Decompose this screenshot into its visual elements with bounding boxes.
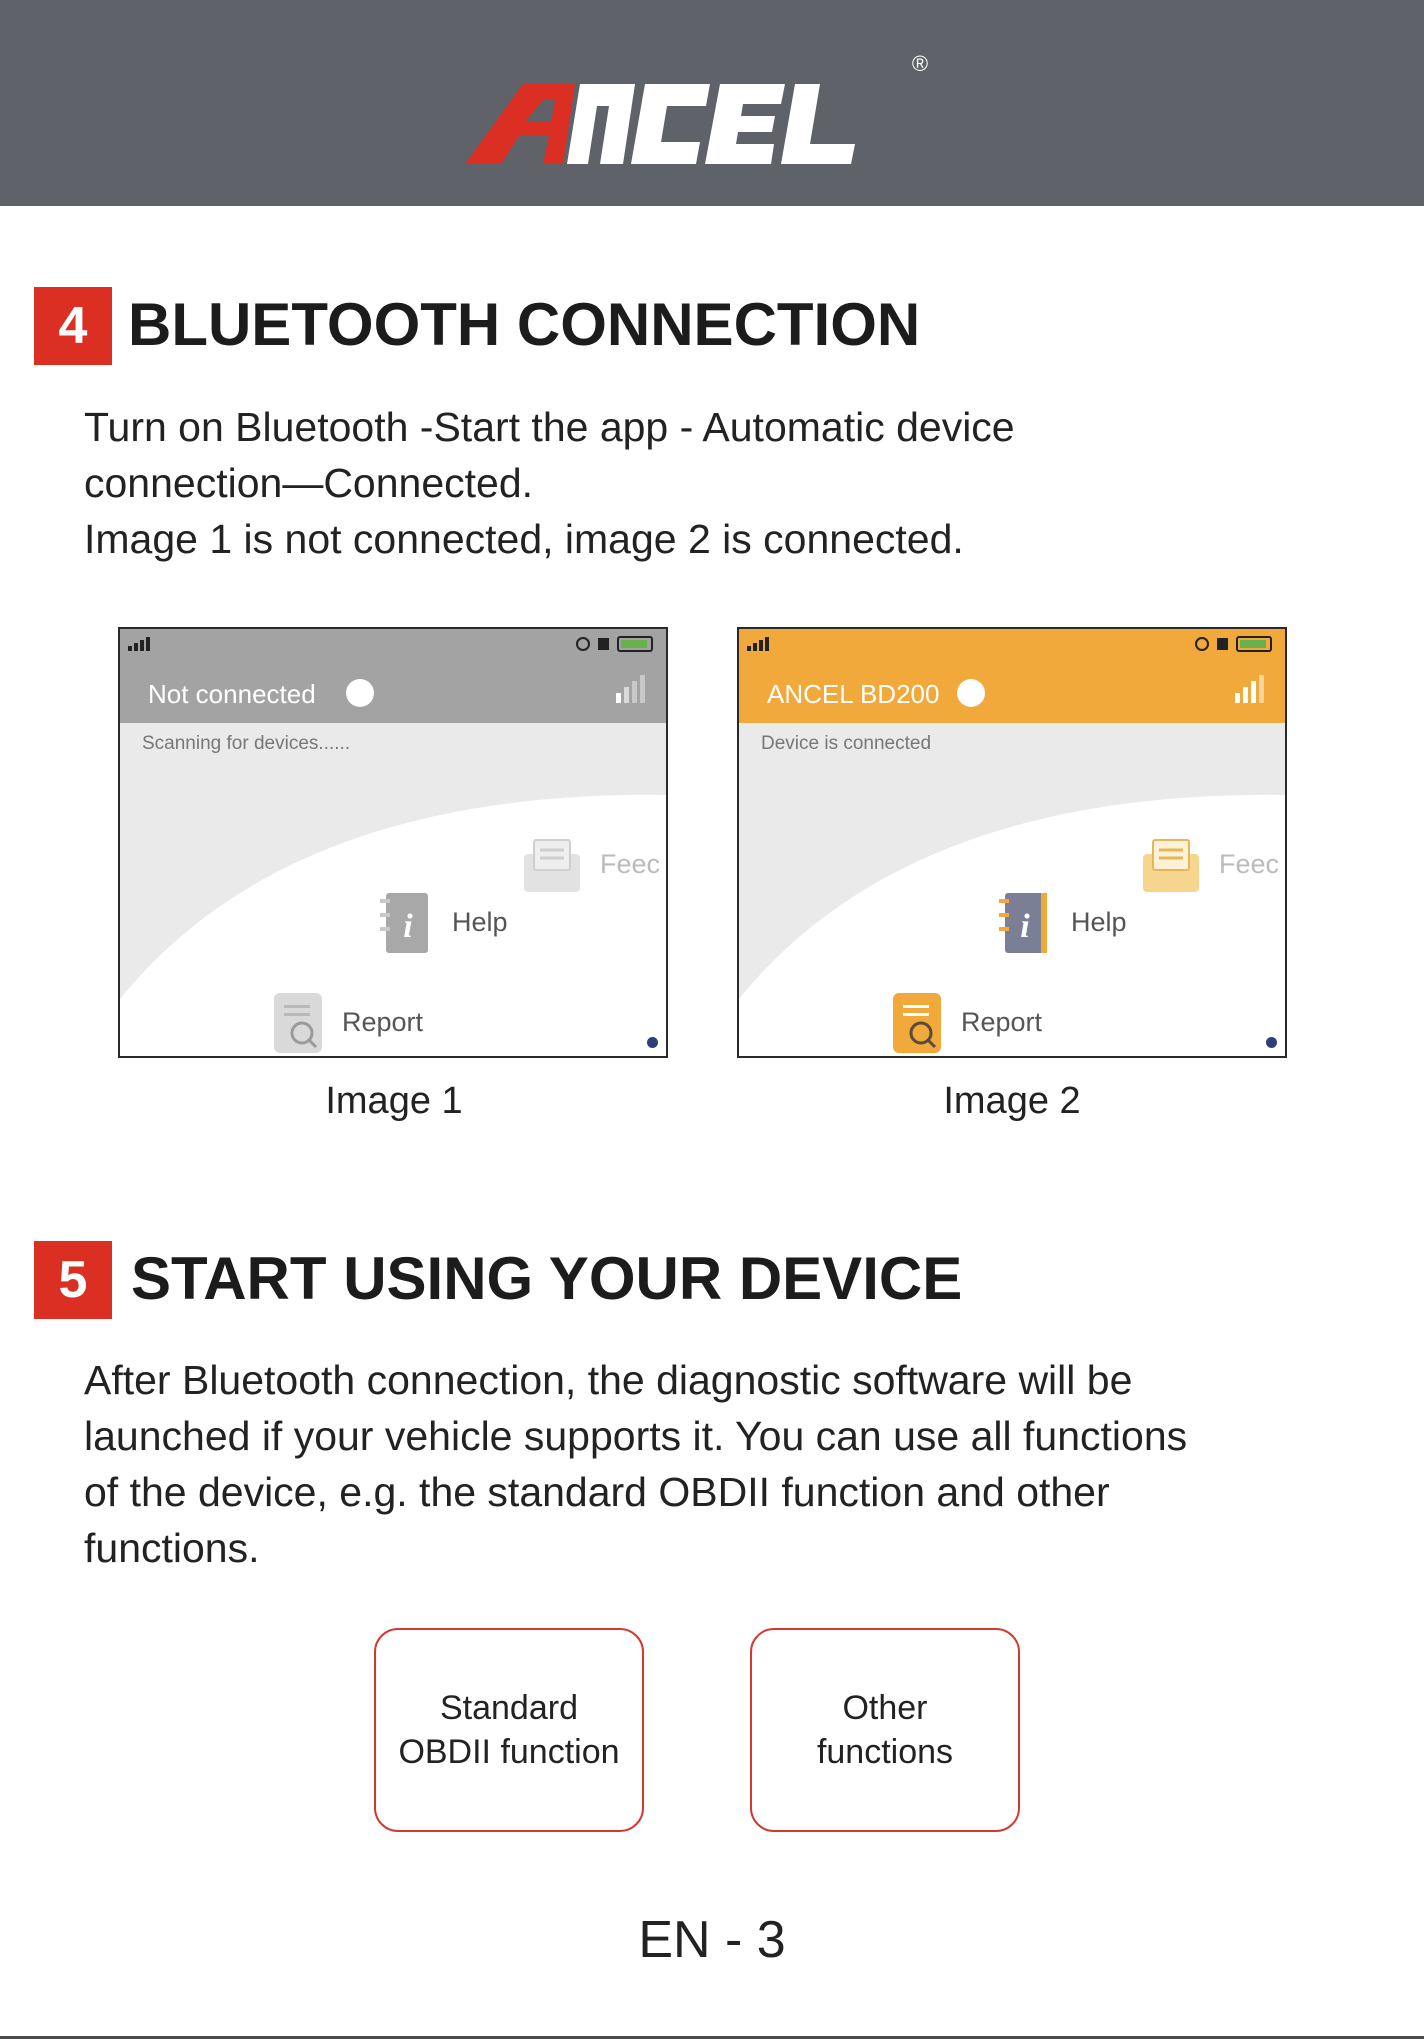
other-functions-box xyxy=(750,1628,1020,1832)
ancel-logo xyxy=(465,44,935,174)
dropdown-icon[interactable] xyxy=(346,679,374,707)
function-label-line: functions xyxy=(816,1733,954,1771)
function-label-line: Standard xyxy=(439,1689,578,1727)
dropdown-icon[interactable] xyxy=(957,679,985,707)
scan-status-text: Scanning for devices...... xyxy=(142,733,351,754)
menu-label-report[interactable]: Report xyxy=(342,1007,424,1037)
body-line: Turn on Bluetooth -Start the app - Automatic device xyxy=(84,404,1015,450)
menu-label-report[interactable]: Report xyxy=(961,1007,1043,1037)
report-icon[interactable] xyxy=(889,991,945,1055)
standard-obdii-function-box xyxy=(374,1628,644,1832)
signal-strength-icon xyxy=(1235,675,1265,705)
app-bar xyxy=(739,659,1285,723)
status-bar xyxy=(739,629,1285,659)
feedback-icon[interactable] xyxy=(520,834,584,894)
help-icon[interactable] xyxy=(997,891,1051,955)
image-caption: Image 1 xyxy=(325,1080,463,1122)
body-line: connection—Connected. xyxy=(84,460,534,506)
status-icons xyxy=(574,635,658,653)
body-line: of the device, e.g. the standard OBDII function and other xyxy=(84,1469,1110,1515)
indicator-dot xyxy=(1266,1037,1277,1048)
image-caption: Image 2 xyxy=(943,1080,1081,1122)
section-body xyxy=(84,399,1015,567)
feedback-icon[interactable] xyxy=(1139,834,1203,894)
svg-text:i: i xyxy=(403,908,413,945)
app-screenshot-not-connected xyxy=(118,627,668,1058)
app-screenshot-connected xyxy=(737,627,1287,1058)
status-icons xyxy=(1193,635,1277,653)
report-icon[interactable] xyxy=(270,991,326,1055)
app-bar xyxy=(120,659,666,723)
cellular-signal-icon xyxy=(128,637,154,651)
status-bar xyxy=(120,629,666,659)
connection-status-text: Device is connected xyxy=(761,733,932,754)
connection-status: Not connected xyxy=(148,679,316,709)
page-header xyxy=(0,0,1424,206)
body-line: After Bluetooth connection, the diagnostic software will be xyxy=(84,1357,1133,1403)
menu-label-feedback[interactable]: Feec xyxy=(600,849,661,879)
function-label-line: OBDII function xyxy=(398,1733,620,1771)
section-number: 4 xyxy=(34,287,112,365)
section-body xyxy=(84,1352,1187,1576)
body-line: Image 1 is not connected, image 2 is connected. xyxy=(84,516,964,562)
function-label-line: Other xyxy=(842,1689,928,1727)
body-line: launched if your vehicle supports it. You can use all functions xyxy=(84,1413,1188,1459)
body-line: functions. xyxy=(84,1525,260,1571)
section-title: BLUETOOTH CONNECTION xyxy=(128,291,921,358)
menu-label-help[interactable]: Help xyxy=(452,907,508,937)
help-icon[interactable] xyxy=(378,891,432,955)
signal-strength-icon xyxy=(616,675,646,705)
page-number: EN - 3 xyxy=(638,1911,786,1969)
indicator-dot xyxy=(647,1037,658,1048)
registered-mark: ® xyxy=(911,51,929,76)
section-title: START USING YOUR DEVICE xyxy=(131,1245,963,1312)
cellular-signal-icon xyxy=(747,637,773,651)
menu-label-help[interactable]: Help xyxy=(1071,907,1127,937)
section-number: 5 xyxy=(34,1241,112,1319)
menu-label-feedback[interactable]: Feec xyxy=(1219,849,1280,879)
svg-text:i: i xyxy=(1020,908,1030,945)
device-name: ANCEL BD200 xyxy=(767,679,940,709)
